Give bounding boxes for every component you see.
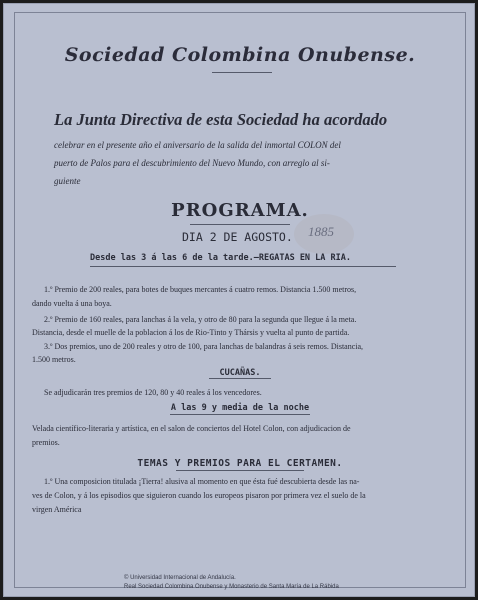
cucanas-heading: CUCAÑAS. [219, 368, 261, 378]
title-rule [212, 72, 272, 73]
regata-line: 1.º Premio de 200 reales, para botes de buques mercantes á cuatro remos. Distancia 1.500 metros, [44, 285, 357, 294]
certamen-line: ves de Colon, y á los episodios que siguieron cuando los europeos pisaron por primera vez el suelo de la [32, 491, 366, 500]
noche-rule [170, 414, 310, 415]
programa-rule [190, 224, 290, 225]
regata-line: 2.º Premio de 160 reales, para lanchas á la vela, y otro de 80 para la segunda que llegue á la meta. [44, 315, 357, 324]
noche-line: premios. [32, 438, 60, 447]
certamen-line: 1.º Una composicion titulada ¡Tierra! alusiva al momento en que ésta fué descubierta desde las na- [44, 477, 360, 486]
intro-line: puerto de Palos para el descubrimiento del Nuevo Mundo, con arreglo al si- [54, 158, 330, 168]
regata-line: 1.500 metros. [32, 355, 76, 364]
regatas-heading: Desde las 3 á las 6 de la tarde.—REGATAS EN LA RIA. [90, 253, 351, 263]
noche-heading: A las 9 y media de la noche [170, 403, 310, 413]
regata-line: Distancia, desde el muelle de la poblacion á los de Rio-Tinto y Thársis y vuelta al punto de partida. [32, 328, 350, 337]
junta-heading: La Junta Directiva de esta Sociedad ha acordado [54, 110, 388, 129]
cucanas-text: Se adjudicarán tres premios de 120, 80 y 40 reales á los vencedores. [44, 388, 262, 397]
noche-line: Velada científico-literaria y artística, en el salon de conciertos del Hotel Colon, con adjudicacion de [32, 424, 351, 433]
intro-line: celebrar en el presente año el aniversario de la salida del inmortal COLON del [54, 140, 341, 150]
certamen-rule [176, 470, 304, 471]
date-line: DIA 2 DE AGOSTO. [182, 230, 293, 244]
handwritten-year: 1885 [308, 224, 334, 239]
certamen-heading: TEMAS Y PREMIOS PARA EL CERTAMEN. [137, 458, 343, 469]
certamen-line: virgen América [32, 505, 82, 514]
programa-title: PROGRAMA. [171, 200, 309, 221]
document-page [3, 3, 475, 597]
society-title: Sociedad Colombina Onubense. [64, 44, 416, 66]
intro-line: guiente [54, 176, 81, 186]
cucanas-rule [209, 378, 271, 379]
copyright-line: © Universidad Internacional de Andalucía. [124, 575, 236, 581]
regata-line: dando vuelta á una boya. [32, 299, 112, 308]
regata-line: 3.º Dos premios, uno de 200 reales y otro de 100, para lanchas de balandras á seis remos. Distancia, [44, 342, 364, 351]
regatas-rule [90, 266, 396, 267]
copyright-line: Real Sociedad Colombina Onubense y Monasterio de Santa María de La Rábida [124, 584, 339, 590]
